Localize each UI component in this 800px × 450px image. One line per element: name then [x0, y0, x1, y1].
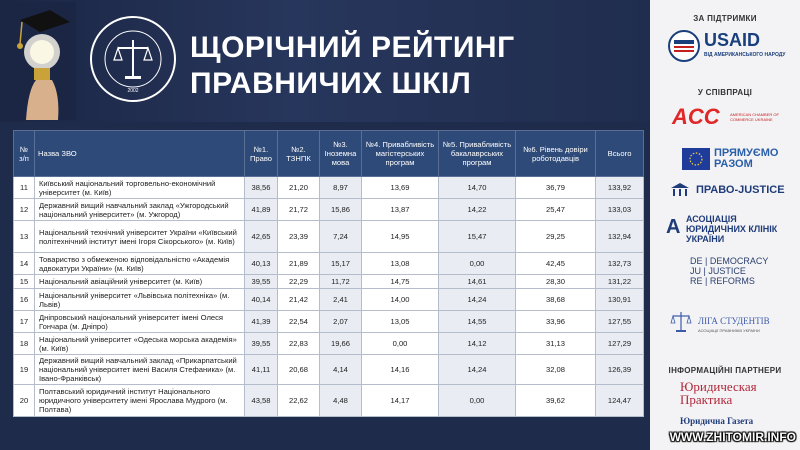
row-c2: 22,62 [278, 385, 320, 417]
row-c6: 42,45 [516, 253, 596, 275]
table-row [14, 311, 644, 333]
title-line-1: ЩОРІЧНИЙ РЕЙТИНГ [190, 31, 515, 64]
table-row [14, 333, 644, 355]
ayuk-line-3: УКРАЇНИ [686, 234, 725, 244]
pravo-justice-text: ПРАВО-JUSTICE [696, 184, 785, 196]
row-c3: 4,14 [320, 355, 362, 385]
row-number: 11 [14, 177, 35, 199]
cooperation-label: У СПІВПРАЦІ [697, 88, 753, 97]
yp-line-1: Юридическая [680, 379, 757, 394]
ayuk-logo [666, 212, 796, 248]
row-c3: 2,07 [320, 311, 362, 333]
page-title [190, 30, 515, 102]
row-c6: 38,68 [516, 289, 596, 311]
row-name: Державний вищий навчальний заклад «Прикарпатський національний університет імені Василя Стефаника» (м. Івано-Франківськ) [35, 355, 245, 385]
row-number: 15 [14, 275, 35, 289]
row-c1: 43,58 [245, 385, 278, 417]
row-total: 127,29 [596, 333, 644, 355]
row-c1: 39,55 [245, 275, 278, 289]
row-c5: 0,00 [439, 253, 516, 275]
support-label: ЗА ПІДТРИМКИ [693, 14, 757, 23]
yurydychna-gazeta-logo [680, 416, 790, 430]
table-row [14, 253, 644, 275]
col-c5-header: №5. Привабливість бакалаврських програм [439, 131, 516, 177]
col-c6-header: №6. Рівень довіри роботодавців [516, 131, 596, 177]
usaid-logo [668, 28, 788, 64]
row-c2: 21,72 [278, 199, 320, 221]
row-c4: 14,16 [362, 355, 439, 385]
pryamuyemo-razom-logo [682, 146, 782, 172]
ranking-table [13, 130, 644, 417]
row-name: Товариство з обмеженою відповідальністю «Академія адвокатури України» (м. Київ) [35, 253, 245, 275]
pryamuyemo-line-1: ПРЯМУЄМО [714, 147, 779, 159]
usaid-seal-icon [668, 30, 700, 62]
col-c3-header: №3. Іноземна мова [320, 131, 362, 177]
row-c3: 15,86 [320, 199, 362, 221]
row-c5: 14,24 [439, 289, 516, 311]
ayuk-line-2: ЮРИДИЧНИХ КЛІНІК [686, 224, 778, 234]
usaid-text: USAID [704, 30, 761, 50]
row-total: 127,55 [596, 311, 644, 333]
row-name: Київський національний торговельно-економічний університет (м. Київ) [35, 177, 245, 199]
row-c4: 14,00 [362, 289, 439, 311]
info-partners-label: ІНФОРМАЦІЙНІ ПАРТНЕРИ [668, 366, 782, 375]
usaid-subtitle: ВІД АМЕРИКАНСЬКОГО НАРОДУ [704, 52, 786, 58]
table-body [14, 177, 644, 417]
row-c5: 14,55 [439, 311, 516, 333]
row-c6: 29,25 [516, 221, 596, 253]
row-total: 124,47 [596, 385, 644, 417]
row-c4: 13,87 [362, 199, 439, 221]
row-c1: 38,56 [245, 177, 278, 199]
yg-text: Юридична Газета [680, 416, 754, 426]
row-c2: 22,54 [278, 311, 320, 333]
row-name: Національний технічний університет України «Київський політехнічний інститут імені Ігоря Сікорського» (м. Київ) [35, 221, 245, 253]
row-number: 19 [14, 355, 35, 385]
bar-association-seal-icon [88, 14, 178, 104]
row-c1: 42,65 [245, 221, 278, 253]
row-c4: 13,69 [362, 177, 439, 199]
dejure-line-2: JU | JUSTICE [690, 266, 746, 276]
row-c4: 14,75 [362, 275, 439, 289]
col-c4-header: №4. Привабливість магістерських програм [362, 131, 439, 177]
row-c3: 19,66 [320, 333, 362, 355]
row-c5: 14,24 [439, 355, 516, 385]
row-c2: 22,83 [278, 333, 320, 355]
row-number: 13 [14, 221, 35, 253]
columns-icon [670, 182, 690, 198]
row-total: 126,39 [596, 355, 644, 385]
row-c3: 11,72 [320, 275, 362, 289]
dejure-line-1: DE | DEMOCRACY [690, 256, 769, 266]
row-name: Національний університет «Львівська політехніка» (м. Львів) [35, 289, 245, 311]
row-number: 18 [14, 333, 35, 355]
row-c4: 13,08 [362, 253, 439, 275]
row-c6: 39,62 [516, 385, 596, 417]
row-total: 132,94 [596, 221, 644, 253]
dejure-logo [690, 256, 790, 292]
row-number: 17 [14, 311, 35, 333]
col-c2-header: №2. ТЗНПК [278, 131, 320, 177]
row-c1: 41,39 [245, 311, 278, 333]
seal-year: 2002 [127, 88, 139, 94]
row-c5: 14,61 [439, 275, 516, 289]
col-num-header: № з/п [14, 131, 35, 177]
row-c2: 21,89 [278, 253, 320, 275]
row-c6: 32,08 [516, 355, 596, 385]
row-total: 133,03 [596, 199, 644, 221]
col-c1-header: №1. Право [245, 131, 278, 177]
watermark: WWW.ZHITOMIR.INFO [669, 430, 796, 444]
col-total-header: Всього [596, 131, 644, 177]
row-number: 14 [14, 253, 35, 275]
liga-subtitle: АСОЦІАЦІЇ ПРАВНИКІВ УКРАЇНИ [698, 328, 760, 333]
row-c5: 14,22 [439, 199, 516, 221]
row-c1: 40,14 [245, 289, 278, 311]
title-line-2: ПРАВНИЧИХ ШКІЛ [190, 67, 472, 100]
row-c6: 36,79 [516, 177, 596, 199]
ayuk-line-1: АСОЦІАЦІЯ [686, 214, 737, 224]
ayuk-a-icon: A [666, 216, 681, 238]
scales-icon [670, 310, 692, 334]
row-name: Національний авіаційний університет (м. Київ) [35, 275, 245, 289]
row-c5: 14,12 [439, 333, 516, 355]
partners-sidebar [650, 0, 800, 450]
row-total: 132,73 [596, 253, 644, 275]
table-row [14, 177, 644, 199]
row-total: 133,92 [596, 177, 644, 199]
row-c4: 13,05 [362, 311, 439, 333]
row-c6: 28,30 [516, 275, 596, 289]
row-c4: 14,95 [362, 221, 439, 253]
pryamuyemo-line-2: РАЗОМ [714, 158, 753, 170]
row-c2: 21,20 [278, 177, 320, 199]
pravo-justice-logo [670, 180, 790, 202]
eu-flag-icon [682, 148, 710, 170]
row-c1: 41,89 [245, 199, 278, 221]
table-row [14, 289, 644, 311]
row-c5: 0,00 [439, 385, 516, 417]
row-number: 16 [14, 289, 35, 311]
liga-studentiv-logo [670, 310, 794, 340]
row-c4: 14,17 [362, 385, 439, 417]
row-c2: 23,39 [278, 221, 320, 253]
table-header-row [14, 131, 644, 177]
table-row [14, 199, 644, 221]
acc-text: ACC [672, 104, 720, 129]
row-name: Національний університет «Одеська морська академія» (м. Київ) [35, 333, 245, 355]
row-c1: 40,13 [245, 253, 278, 275]
table-row [14, 385, 644, 417]
row-c6: 33,96 [516, 311, 596, 333]
dejure-line-3: RE | REFORMS [690, 276, 755, 286]
row-c5: 15,47 [439, 221, 516, 253]
row-c5: 14,70 [439, 177, 516, 199]
acc-subtitle: AMERICAN CHAMBER OF COMMERCE UKRAINE [730, 112, 779, 122]
header-banner [0, 0, 650, 122]
row-c6: 25,47 [516, 199, 596, 221]
row-name: Полтавський юридичний інститут Національного юридичного університету імені Ярослава Мудрого (м. Полтава) [35, 385, 245, 417]
row-c6: 31,13 [516, 333, 596, 355]
yp-line-2: Практика [680, 392, 733, 407]
row-c3: 7,24 [320, 221, 362, 253]
row-c3: 4,48 [320, 385, 362, 417]
row-total: 130,91 [596, 289, 644, 311]
table-row [14, 221, 644, 253]
col-name-header: Назва ЗВО [35, 131, 245, 177]
row-c3: 15,17 [320, 253, 362, 275]
graduation-bulb-icon [6, 2, 76, 120]
row-c2: 22,29 [278, 275, 320, 289]
row-name: Державний вищий навчальний заклад «Ужгородський національний університет» (м. Ужгород) [35, 199, 245, 221]
row-name: Дніпровський національний університет імені Олеся Гончара (м. Дніпро) [35, 311, 245, 333]
table-row [14, 275, 644, 289]
row-c4: 0,00 [362, 333, 439, 355]
row-c2: 20,68 [278, 355, 320, 385]
row-number: 12 [14, 199, 35, 221]
acc-logo [672, 104, 782, 134]
row-c1: 41,11 [245, 355, 278, 385]
yurydychna-praktyka-logo [680, 380, 790, 410]
row-c1: 39,55 [245, 333, 278, 355]
row-total: 131,22 [596, 275, 644, 289]
row-number: 20 [14, 385, 35, 417]
row-c3: 2,41 [320, 289, 362, 311]
row-c3: 8,97 [320, 177, 362, 199]
row-c2: 21,42 [278, 289, 320, 311]
table-row [14, 355, 644, 385]
liga-text: ЛІГА СТУДЕНТІВ [698, 316, 770, 326]
